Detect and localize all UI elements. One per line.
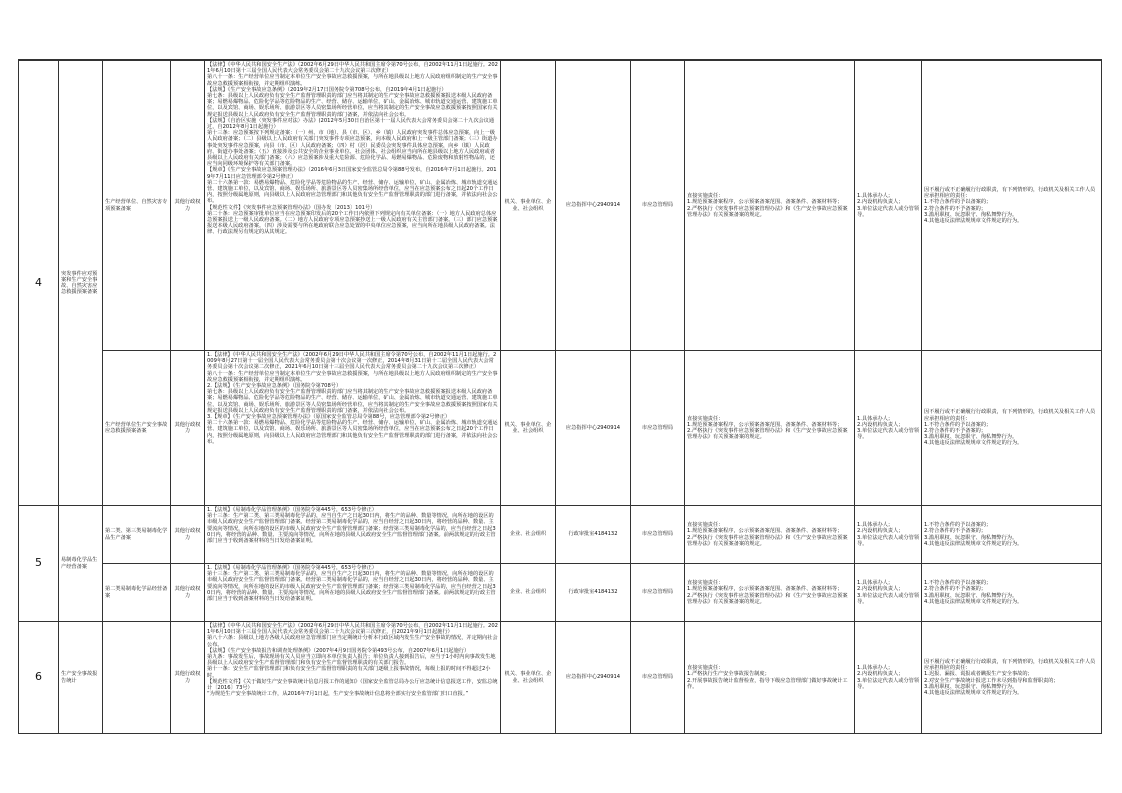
subject: 机关、事业单位、企业、社会组织 bbox=[501, 351, 556, 506]
level: 市应急管理局 bbox=[631, 351, 685, 506]
legal-basis: 【法律】《中华人民共和国安全生产法》（2002年6月29日中华人民共和国主席令第70号公布，自2002年11月1日起施行。2021年6月10日第十三届全国人民代表大会常务委员会第二十九次会议第三次修正） 第八十一条：生产经营单位应当制定本单位生产安全事故应急救援预案，与所在地县级以上地方人民政府组织制定的生产安全事故应急救援预案相衔接，并定期组织演练。 【法规】《生产安全事故应急条例》（2019年2月17日国务院令第708号公布，自2019年4月1日起施行） 第七条：县级以上人民政府负有安全生产监督管理职责的部门应当将其制定的生产安全事故应急救援预案报送本级人民政府备案；易燃易爆物品、危险化学品等危险物品的生产、经营、储存、运输单位，矿山、金属冶炼、城市轨道交通运营、建筑施工单位，以及宾馆、商场、娱乐场所、旅游景区等人员密集场所经营单位，应当将其制定的生产安全事故应急救援预案按照国家有关规定报送县级以上人民政府负有安全生产监督管理职责的部门备案，并依法向社会公布。 【法规】《自治区实施〈突发事件应对法〉办法》(2012年5月30日自治区第十一届人民代表大会常务委员会第二十九次会议通过，自2012年8月1日起施行） 第十三条：应急预案按下列规定备案：（一）州、市（地）、县（市、区）、乡（镇）人民政府突发事件总体应急预案，向上一级人民政府备案；（二）县级以上人民政府有关部门突发事件专项应急预案，向本级人民政府和上一级主管部门备案；（三）街道办事处突发事件应急预案，向县（市、区）人民政府备案；（四）村（居）民委员会突发事件具体应急预案，向乡（镇）人民政府、街道办事处备案；（五）直接涉及公共安全的企业事业单位、社会团体、社会组织应当向所在地县级以上地方人民政府或者县级以上人民政府有关部门备案；（六）应急预案涉及重大危险源、危险化学品、易燃易爆物品、危险废物和放射性物品的，还应当向同级环境保护等有关部门备案。 【规章】《生产安全事故应急预案管理办法》（2016年6月3日国家安全监管总局令第88号发布，自2016年7月1日起施行。2019年7月11日应急管理部令第2号修正） 第二十六条第一款：易燃易爆物品、危险化学品等危险物品的生产、经营、储存、运输单位，矿山、金属冶炼、城市轨道交通运营、建筑施工单位，以及宾馆、商场、娱乐场所、旅游景区等人员密集场所经营单位，应当在应急预案公布之日起20个工作日内，按照分级属地原则，向县级以上人民政府应急管理部门和其他负有安全生产监督管理职责的部门进行备案，并依法向社会公布。 【规范性文件】《突发事件应急预案管理办法》（国办发〔2013〕101号） 第二十条：应急预案审批单位应当在应急预案印发后的20个工作日内依照下列规定向有关单位备案：（一）地方人民政府总体应急预案报送上一级人民政府备案。（二）地方人民政府专项应急预案抄送上一级人民政府有关主管部门备案。（三）部门应急预案报送本级人民政府备案。（四）涉及需要与所在地政府联合应急处置的中央单位应急预案，应当向所在地县级人民政府备案。法律、行政法规另有规定的从其规定。 bbox=[205, 61, 501, 351]
power-type: 其他行政权力 bbox=[171, 564, 205, 622]
fault-liability: 因不履行或不正确履行行政职责，有下列情形的，行政机关及相关工作人员应承担相应的责任： 1.不符合条件的予以备案的； 2.符合条件的不予备案的； 3.滥用职权、玩忽职守、徇私舞弊行为。 4.其他违反法律法规规章文件规定的行为。 bbox=[922, 351, 1102, 506]
sub-item-name: 生产经营单位生产安全事故应急救援预案备案 bbox=[103, 351, 171, 506]
responsibility-table bbox=[18, 60, 1102, 734]
item-name: 突发事件应对预案和生产安全事故、自然灾害应急救援预案备案 bbox=[59, 61, 103, 506]
duty: 直接实施责任： 1.规范预案备案程序，公示预案备案范围、备案条件、备案材料等； 2.严格执行《突发事件应急预案管理办法》和《生产安全事故应急预案管理办法》有关预案备案的规定。 bbox=[685, 61, 855, 351]
level: 市应急管理局 bbox=[631, 61, 685, 351]
subject: 机关、事业单位、企业、社会组织 bbox=[501, 622, 556, 734]
table-row bbox=[19, 61, 1102, 351]
table-row bbox=[19, 351, 1102, 506]
power-type: 其他行政权力 bbox=[171, 61, 205, 351]
fault-liability: 1.不符合条件的予以备案的； 2.符合条件的不予备案的； 3.滥用职权、玩忽职守、徇私舞弊行为。 4.其他违反法律法规规章文件规定的行为。 bbox=[922, 564, 1102, 622]
sub-item-name: 生产经营单位、自然灾害专项预案备案 bbox=[103, 61, 171, 351]
duty: 直接实施责任： 1.严格执行生产安全事故报告制度； 2.开展事故报告统计监督检查，指导下级应急管理部门做好事故统计工作。 bbox=[685, 622, 855, 734]
fault-liability: 因不履行或不正确履行行政职责，有下列情形的，行政机关及相关工作人员应承担相应的责任： 1.迟报、漏报、谎报或者瞒报生产安全事故的； 2.对安全生产事故统计报送工作未尽到指导和监督职责的； 3.滥用职权、玩忽职守、徇私舞弊行为。 4.其他违反法律法规规章文件规定的行为。 bbox=[922, 622, 1102, 734]
power-type: 其他行政权力 bbox=[171, 622, 205, 734]
subject: 企业、社会组织 bbox=[501, 506, 556, 564]
department-contact: 应急指挥中心2940914 bbox=[556, 61, 631, 351]
row-number: 4 bbox=[19, 61, 59, 506]
row-number: 5 bbox=[19, 506, 59, 622]
responsible-person: 1.具体承办人； 2.内设机构负责人； 3.单位法定代表人或分管领导。 bbox=[855, 622, 922, 734]
power-type: 其他行政权力 bbox=[171, 351, 205, 506]
responsible-person: 1.具体承办人； 2.内设机构负责人； 3.单位法定代表人或分管领导。 bbox=[855, 564, 922, 622]
item-name: 易制毒化学品生产经营备案 bbox=[59, 506, 103, 622]
duty: 直接实施责任： 1.规范预案备案程序，公示预案备案范围、备案条件、备案材料等； 2.严格执行《突发事件应急预案管理办法》和《生产安全事故应急预案管理办法》有关预案备案的规定。 bbox=[685, 564, 855, 622]
level: 市应急管理局 bbox=[631, 506, 685, 564]
sub-item-name: 第二类易制毒化学品经营备案 bbox=[103, 564, 171, 622]
duty: 直接实施责任： 1.规范预案备案程序，公示预案备案范围、备案条件、备案材料等； 2.严格执行《突发事件应急预案管理办法》和《生产安全事故应急预案管理办法》有关预案备案的规定。 bbox=[685, 506, 855, 564]
responsible-person: 1.具体承办人； 2.内设机构负责人； 3.单位法定代表人或分管领导。 bbox=[855, 351, 922, 506]
sub-item-name bbox=[103, 622, 171, 734]
duty: 直接实施责任： 1.规范预案备案程序，公示预案备案范围、备案条件、备案材料等； 2.严格执行《突发事件应急预案管理办法》和《生产安全事故应急预案管理办法》有关预案备案的规定。 bbox=[685, 351, 855, 506]
legal-basis: 【法律】《中华人民共和国安全生产法》（2002年6月29日中华人民共和国主席令第70号公布，自2002年11月1日起施行。2021年6月10日第十三届全国人民代表大会常务委员会第二十九次会议第三次修正，自2021年9月1日起施行） 第八十六条：县级以上地方各级人民政府应急管理部门应当定期统计分析本行政区域内发生生产安全事故的情况，并定期向社会公布。 【法规】《生产安全事故报告和调查处理条例》（2007年4月9日国务院令第493号公布，自2007年6月1日起施行） 第九条：事故发生后，事故现场有关人员应当立即向本单位负责人报告；单位负责人接到报告后，应当于1小时内向事故发生地县级以上人民政府安全生产监督管理部门和负有安全生产监督管理职责的有关部门报告。 第十一条：安全生产监督管理部门和负有安全生产监督管理职责的有关部门逐级上报事故情况，每级上报的时间不得超过2小时。 【规范性文件】《关于做好生产安全事故统计信息月报工作的通知》（国家安全监管总局办公厅应急统计信息报送工作，安监总统计〔2016〕73号） “为规范生产安全事故统计工作，从2016年7月1日起，生产安全事故统计信息将全部实行安全监管部门归口直报。” bbox=[205, 622, 501, 734]
department-contact: 应急指挥中心2940914 bbox=[556, 622, 631, 734]
table-row bbox=[19, 564, 1102, 622]
fault-liability: 1.不符合条件的予以备案的； 2.符合条件的不予备案的； 3.滥用职权、玩忽职守、徇私舞弊行为。 4.其他违反法律法规规章文件规定的行为。 bbox=[922, 506, 1102, 564]
level: 市应急管理局 bbox=[631, 564, 685, 622]
table-row bbox=[19, 506, 1102, 564]
sub-item-name: 第二类、第三类易制毒化学品生产备案 bbox=[103, 506, 171, 564]
responsible-person: 1.具体承办人； 2.内设机构负责人； 3.单位法定代表人或分管领导。 bbox=[855, 61, 922, 351]
fault-liability: 因不履行或不正确履行行政职责，有下列情形的，行政机关及相关工作人员应承担相应的责任： 1.不符合条件的予以备案的； 2.符合条件的不予备案的； 3.滥用职权、玩忽职守、徇私舞弊行为。 4.其他违反法律法规规章文件规定的行为。 bbox=[922, 61, 1102, 351]
legal-basis: 1.【法规】《易制毒化学品管理条例》（国务院令第445号，653号令修正） 第十三条：生产第二类、第三类易制毒化学品的，应当自生产之日起30日内，将生产的品种、数量等情况，向所在地的设区的市级人民政府安全生产监督管理部门备案。经营第二类易制毒化学品的，应当自经营之日起30日内，将经营的品种、数量、主要流向等情况，向所在地的设区的市级人民政府安全生产监督管理部门备案；经营第三类易制毒化学品的，应当自经营之日起30日内，将经营的品种、数量、主要流向等情况，向所在地的县级人民政府安全生产监督管理部门备案。前两款规定的行政主管部门应当于收到备案材料的当日发给备案证明。 bbox=[205, 506, 501, 564]
power-type: 其他行政权力 bbox=[171, 506, 205, 564]
item-name: 生产安全事故报告统计 bbox=[59, 622, 103, 734]
responsible-person: 1.具体承办人； 2.内设机构负责人； 3.单位法定代表人或分管领导。 bbox=[855, 506, 922, 564]
table-row bbox=[19, 622, 1102, 734]
level: 市应急管理局 bbox=[631, 622, 685, 734]
subject: 机关、事业单位、企业、社会组织 bbox=[501, 61, 556, 351]
row-number: 6 bbox=[19, 622, 59, 734]
legal-basis: 1.【法规】《易制毒化学品管理条例》（国务院令第445号，653号令修正） 第十三条：生产第二类、第三类易制毒化学品的，应当自生产之日起30日内，将生产的品种、数量等情况，向所在地的设区的市级人民政府安全生产监督管理部门备案。经营第二类易制毒化学品的，应当自经营之日起30日内，将经营的品种、数量、主要流向等情况，向所在地的设区的市级人民政府安全生产监督管理部门备案；经营第三类易制毒化学品的，应当自经营之日起30日内，将经营的品种、数量、主要流向等情况，向所在地的县级人民政府安全生产监督管理部门备案。前两款规定的行政主管部门应当于收到备案材料的当日发给备案证明。 bbox=[205, 564, 501, 622]
legal-basis: 1.【法律】《中华人民共和国安全生产法》（2002年6月29日中华人民共和国主席令第70号公布，自2002年11月1日起施行。2009年8月27日第十一届全国人民代表大会常务委员会第十次会议第一次修正，2014年8月31日第十二届全国人民代表大会常务委员会第十次会议第二次修正，2021年6月10日第十三届全国人民代表大会常务委员会第二十九次会议第三次修正） 第八十一条：生产经营单位应当制定本单位生产安全事故应急救援预案，与所在地县级以上地方人民政府组织制定的生产安全事故应急救援预案相衔接，并定期组织演练。 2.【法规】《生产安全事故应急条例》（国务院令第708号） 第七条：县级以上人民政府负有安全生产监督管理职责的部门应当将其制定的生产安全事故应急救援预案报送本级人民政府备案；易燃易爆物品、危险化学品等危险物品的生产、经营、储存、运输单位，矿山、金属冶炼、城市轨道交通运营、建筑施工单位，以及宾馆、商场、娱乐场所、旅游景区等人员密集场所经营单位，应当将其制定的生产安全事故应急救援预案按照国家有关规定报送县级以上人民政府负有安全生产监督管理职责的部门备案，并依法向社会公布。 3.【规章】《生产安全事故应急预案管理办法》（原国家安全监管总局令第88号，应急管理部令第2号修正） 第二十六条第一款：易燃易爆物品、危险化学品等危险物品的生产、经营、储存、运输单位，矿山、金属冶炼、城市轨道交通运营、建筑施工单位，以及宾馆、商场、娱乐场所、旅游景区等人员密集场所经营单位，应当在应急预案公布之日起20个工作日内，按照分级属地原则，向县级以上人民政府应急管理部门和其他负有安全生产监督管理职责的部门进行备案，并依法向社会公布。 bbox=[205, 351, 501, 506]
department-contact: 行政审批室4184132 bbox=[556, 564, 631, 622]
subject: 企业、社会组织 bbox=[501, 564, 556, 622]
department-contact: 应急指挥中心2940914 bbox=[556, 351, 631, 506]
department-contact: 行政审批室4184132 bbox=[556, 506, 631, 564]
